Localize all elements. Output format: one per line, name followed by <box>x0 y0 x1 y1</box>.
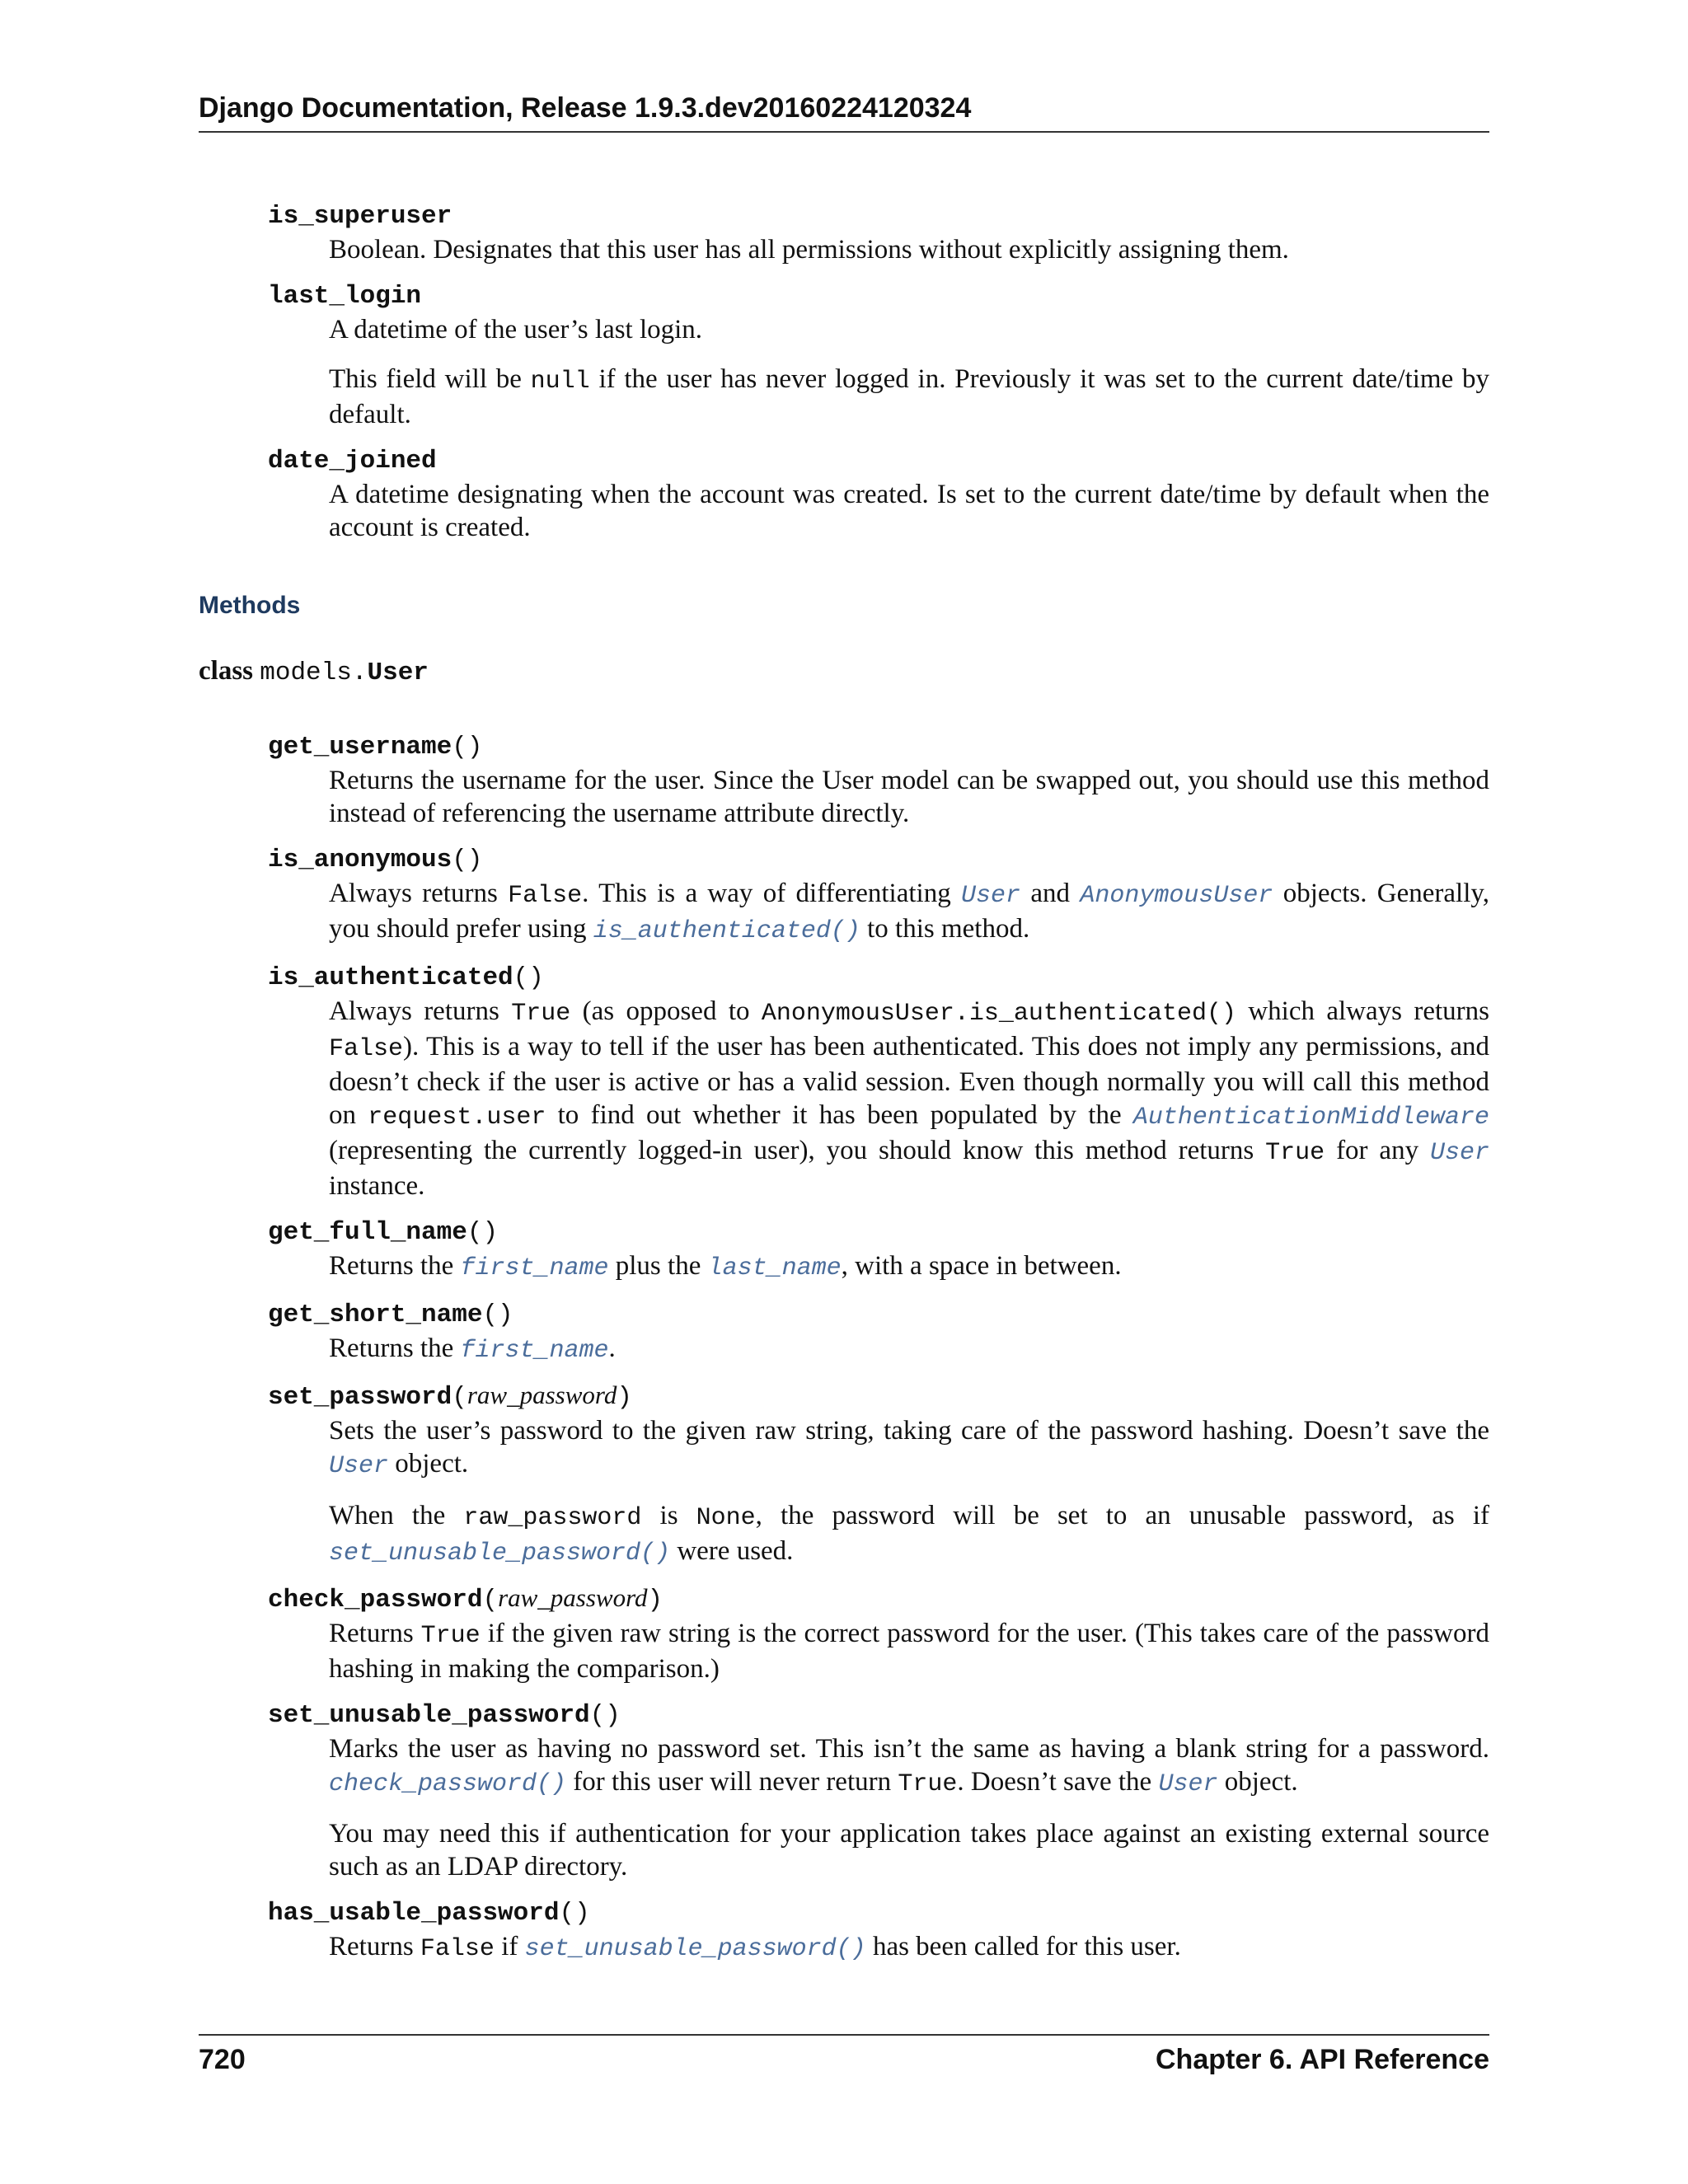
link-set-unusable-password[interactable]: set_unusable_password() <box>524 1935 866 1963</box>
method-get-full-name: get_full_name() Returns the first_name plus the last_name, with a space in between. <box>268 1214 1489 1285</box>
attribute-name: date_joined <box>268 447 437 476</box>
method-set-unusable-password: set_unusable_password() Marks the user as having no password set. This isn’t the same as having a blank string for a password. check_password() for this user will never return True. Doesn’t save the User object. You may need this if authentication for your application takes place against an existing external source such as an LDAP directory. <box>268 1701 1489 1882</box>
attribute-name: is_superuser <box>268 202 452 231</box>
attribute-note: This field will be null if the user has never logged in. Previously it was set to the current date/time by default. <box>329 364 1489 429</box>
method-check-password: check_password(raw_password) Returns True if the given raw string is the correct password for the user. (This takes care of the password hashing in making the comparison.) <box>268 1583 1489 1684</box>
link-is-authenticated[interactable]: is_authenticated() <box>593 917 860 945</box>
method-argument: raw_password <box>498 1583 648 1612</box>
page-footer <box>199 2034 1489 2076</box>
method-name: get_username <box>268 733 452 762</box>
attribute-is-superuser <box>268 198 1489 266</box>
method-is-authenticated: is_authenticated() Always returns True (as opposed to AnonymousUser.is_authenticated() which always returns False). This is a way to tell if the user has been authenticated. This does not imply any permissions, and doesn’t check if the user is active or has a valid session. Even though normally you will call this method on request.user to find out whether it has been populated by the AuthenticationMiddleware (representing the currently logged-in user), you should know this method returns True for any User instance. <box>268 963 1490 1201</box>
method-name: check_password <box>268 1586 483 1615</box>
link-check-password[interactable]: check_password() <box>329 1770 567 1798</box>
page-number: 720 <box>199 2044 246 2075</box>
method-name: is_authenticated <box>268 963 513 992</box>
class-name: User <box>367 658 429 687</box>
method-name: set_unusable_password <box>268 1701 590 1730</box>
link-first-name[interactable]: first_name <box>460 1254 609 1282</box>
section-heading-methods: Methods <box>199 592 301 619</box>
method-description: Returns the first_name plus the last_name, with a space in between. <box>329 1251 1122 1282</box>
method-name: get_short_name <box>268 1301 483 1329</box>
link-user[interactable]: User <box>1429 1139 1489 1167</box>
class-signature <box>199 656 1489 687</box>
link-authentication-middleware[interactable]: AuthenticationMiddleware <box>1132 1104 1489 1132</box>
attribute-date-joined <box>268 443 1489 544</box>
link-set-unusable-password[interactable]: set_unusable_password() <box>329 1540 671 1568</box>
method-description: Always returns False. This is a way of differentiating User and AnonymousUser objects. Generally, you should prefer using is_authenticated() to this method. <box>329 879 1490 945</box>
method-has-usable-password: has_usable_password() Returns False if set_unusable_password() has been called for this user. <box>268 1895 1489 1966</box>
attribute-name: last_login <box>268 282 422 311</box>
attribute-description: Boolean. Designates that this user has all permissions without explicitly assigning them. <box>329 235 1289 265</box>
method-is-anonymous: is_anonymous() Always returns False. This is a way of differentiating User and AnonymousUser objects. Generally, you should prefer using is_authenticated() to this method. <box>268 841 1489 948</box>
method-description: Sets the user’s password to the given raw string, taking care of the password hashing. Doesn’t save the User object. <box>329 1416 1489 1480</box>
running-title: Django Documentation, Release 1.9.3.dev20160224120324 <box>199 92 972 124</box>
attribute-description: A datetime designating when the account was created. Is set to the current date/time by default when the account is created. <box>329 480 1489 542</box>
method-set-password: set_password(raw_password) Sets the user’s password to the given raw string, taking care of the password hashing. Doesn’t save the User object. When the raw_password is None, the password will be set to an unusable password, as if set_unusable_password() were used. <box>268 1379 1489 1570</box>
method-name: is_anonymous <box>268 846 452 874</box>
link-user[interactable]: User <box>329 1452 389 1480</box>
page-content <box>199 198 1489 1977</box>
link-first-name[interactable]: first_name <box>460 1337 609 1365</box>
class-module: models. <box>260 658 368 687</box>
attribute-description: A datetime of the user’s last login. <box>329 315 703 344</box>
class-keyword: class <box>199 656 253 686</box>
method-description: Marks the user as having no password set. This isn’t the same as having a blank string for a password. check_password() for this user will never return True. Doesn’t save the User object. <box>329 1734 1489 1798</box>
method-note: When the raw_password is None, the password will be set to an unusable password, as if set_unusable_password() were used. <box>329 1501 1490 1568</box>
page-header <box>199 92 1489 133</box>
method-name: set_password <box>268 1383 452 1412</box>
link-user[interactable]: User <box>1158 1770 1218 1798</box>
method-description: Returns the username for the user. Since the User model can be swapped out, you should use this method instead of referencing the username attribute directly. <box>329 766 1489 828</box>
method-note: You may need this if authentication for your application takes place against an existing external source such as an LDAP directory. <box>329 1819 1489 1882</box>
link-anonymous-user[interactable]: AnonymousUser <box>1080 882 1273 910</box>
method-description: Returns True if the given raw string is the correct password for the user. (This takes care of the password hashing in making the comparison.) <box>329 1619 1489 1684</box>
method-description: Returns the first_name. <box>329 1333 616 1365</box>
method-name: get_full_name <box>268 1218 467 1247</box>
method-get-short-name: get_short_name() Returns the first_name. <box>268 1296 1489 1367</box>
link-user[interactable]: User <box>961 882 1021 910</box>
method-get-username: get_username() Returns the username for the user. Since the User model can be swapped out, you should use this method instead of referencing the username attribute directly. <box>268 733 1489 828</box>
method-name: has_usable_password <box>268 1899 560 1928</box>
method-description: Always returns True (as opposed to AnonymousUser.is_authenticated() which always returns False). This is a way to tell if the user has been authenticated. This does not imply any permissions, and doesn’t check if the user is active or has a valid session. Even though normally you will call this method on request.user to find out whether it has been populated by the AuthenticationMiddleware (representing the currently logged-in user), you should know this method returns True for any User instance. <box>329 996 1490 1201</box>
link-last-name[interactable]: last_name <box>707 1254 842 1282</box>
attribute-last-login <box>268 278 1489 431</box>
method-description: Returns False if set_unusable_password() has been called for this user. <box>329 1932 1181 1963</box>
chapter-title: Chapter 6. API Reference <box>1156 2044 1489 2075</box>
method-argument: raw_password <box>467 1380 617 1409</box>
